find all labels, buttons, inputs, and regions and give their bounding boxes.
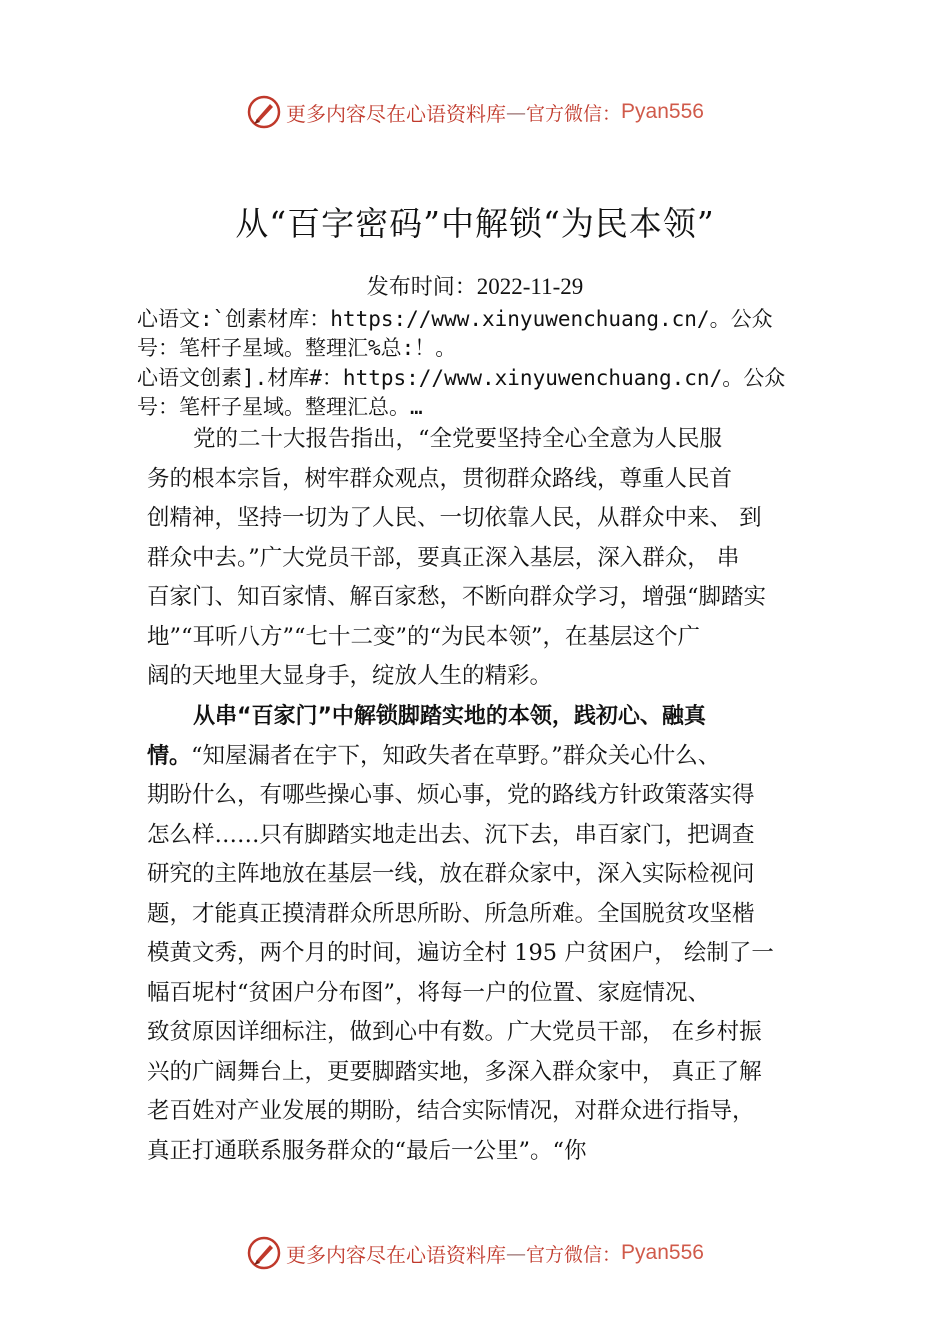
header-watermark-banner (0, 94, 950, 130)
paragraph-line: 真正打通联系服务群众的“最后一公里”。“你 (147, 1138, 587, 1164)
paragraph-line: 创精神，坚持一切为了人民、一切依靠人民，从群众中来、 到 (147, 505, 762, 531)
paragraph-line: 地”“耳听八方”“七十二变”的“为民本领”，在基层这个广 (147, 624, 701, 650)
publish-date (0, 270, 950, 301)
banner-wechat-id: Pyan556 (621, 100, 704, 123)
paragraph-line: 兴的广阔舞台上，更要脚踏实地，多深入群众家中， 真正了解 (147, 1059, 762, 1085)
banner-wechat-label: 官方微信： (526, 1243, 622, 1266)
banner-text: 更多内容尽在心语资料库 (286, 101, 507, 126)
pen-logo-icon (246, 1235, 282, 1271)
pen-logo-icon (246, 94, 282, 130)
source-line: 心语文:`创素材库：https://www.xinyuwenchuang.cn/。公众 (137, 307, 773, 331)
paragraph-line (147, 738, 720, 770)
paragraph-line: 群众中去。”广大党员干部，要真正深入基层，深入群众， 串 (147, 545, 740, 571)
paragraph-line: 老百姓对产业发展的期盼，结合实际情况，对群众进行指导， (147, 1098, 755, 1124)
banner-dash: — (506, 100, 527, 124)
date-label: 发布时间： (366, 275, 477, 300)
date-value: 2022-11-29 (476, 274, 584, 299)
article-title: 从“百字密码”中解锁“为民本领” (235, 204, 715, 243)
paragraph-line: 阔的天地里大显身手，绽放人生的精彩。 (147, 663, 553, 689)
paragraph-line: 党的二十大报告指出，“全党要坚持全心全意为人民服 (193, 426, 723, 452)
paragraph-line: 致贫原因详细标注，做到心中有数。广大党员干部， 在乡村振 (147, 1019, 762, 1045)
paragraph-line: 百家门、知百家情、解百家愁，不断向群众学习，增强“脚踏实 (147, 584, 767, 610)
paragraph-line: 期盼什么，有哪些操心事、烦心事，党的路线方针政策落实得 (147, 782, 755, 808)
paragraph-line: 研究的主阵地放在基层一线，放在群众家中，深入实际检视问 (147, 861, 755, 887)
paragraph-line: 幅百坭村“贫困户分布图”，将每一户的位置、家庭情况、 (147, 980, 711, 1006)
footer-watermark-banner (0, 1235, 950, 1271)
source-line: 号：笔杆子星域。整理汇%总:！。 (137, 336, 457, 360)
section-heading: 从串“百家门”中解锁脚踏实地的本领，践初心、融真 (193, 704, 706, 729)
quote-text: “知屋漏者在宇下，知政失者在草野。”群众关心什么、 (191, 743, 721, 769)
banner-wechat-label: 官方微信： (526, 102, 622, 125)
paragraph-line: 模黄文秀，两个月的时间，遍访全村 195 户贫困户， 绘制了一 (147, 940, 774, 966)
banner-dash: — (506, 1241, 527, 1265)
paragraph-line: 务的根本宗旨，树牢群众观点，贯彻群众路线，尊重人民首 (147, 466, 733, 492)
source-line: 心语文创素].材库#：https://www.xinyuwenchuang.cn/。公众 (137, 366, 786, 390)
banner-wechat-id: Pyan556 (621, 1241, 704, 1264)
paragraph-line: 题，才能真正摸清群众所思所盼、所急所难。全国脱贫攻坚楷 (147, 901, 755, 927)
section-heading-end: 情。 (147, 744, 192, 769)
source-line: 号：笔杆子星域。整理汇总。… (137, 395, 423, 419)
paragraph-line: 怎么样……只有脚踏实地走出去、沉下去，串百家门，把调查 (147, 822, 755, 848)
banner-text: 更多内容尽在心语资料库 (286, 1242, 507, 1267)
